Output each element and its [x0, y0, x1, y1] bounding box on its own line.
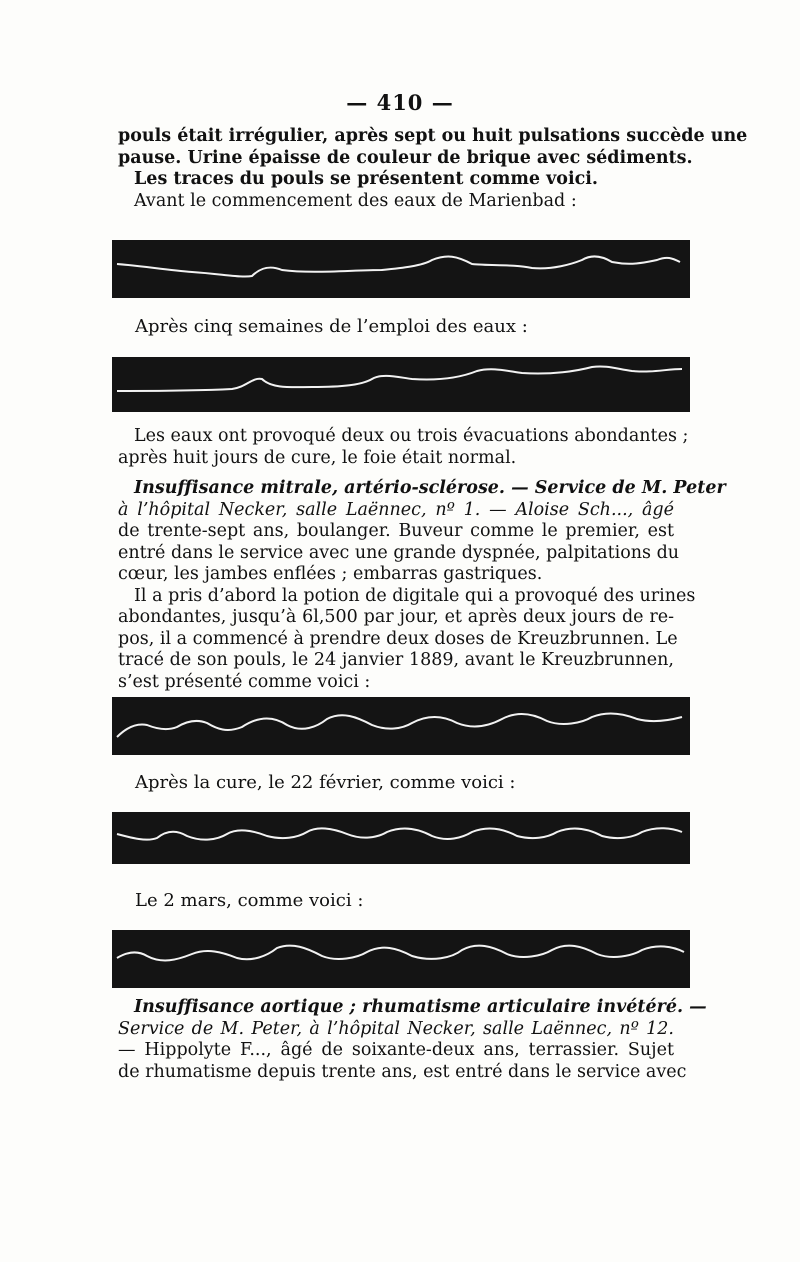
case-heading: Insuffisance mitrale, artério-sclérose. — Service de M. Peter [134, 478, 726, 498]
pulse-trace-5 [112, 930, 690, 988]
text-line: pos, il a commencé à prendre deux doses de Kreuzbrunnen. Le [118, 628, 678, 649]
text-line: Les traces du pouls se présentent comme voici. [134, 169, 599, 189]
text-line: — Hippolyte F..., âgé de soixante-deux ans, terrassier. Sujet [118, 1040, 674, 1060]
text-line: pouls était irrégulier, après sept ou huit pulsations succède une [118, 126, 748, 146]
pulse-trace-4 [112, 812, 690, 864]
text-line: après huit jours de cure, le foie était normal. [118, 447, 517, 468]
pulse-trace-2 [112, 357, 690, 412]
text-line: entré dans le service avec une grande dyspnée, palpitations du [118, 542, 680, 563]
pulse-trace-3 [112, 697, 690, 755]
paragraph-evacuations [118, 426, 689, 469]
caption-march-2: Le 2 mars, comme voici : [135, 890, 364, 911]
text-line: cœur, les jambes enflées ; embarras gastriques. [118, 564, 543, 584]
case-aortic-insufficiency [118, 997, 707, 1083]
text-line: Les eaux ont provoqué deux ou trois évacuations abondantes ; [134, 426, 689, 446]
text-line: Avant le commencement des eaux de Marienbad : [134, 190, 577, 211]
pulse-trace-1 [112, 240, 690, 298]
caption-after-five-weeks: Après cinq semaines de l’emploi des eaux : [135, 316, 528, 337]
text-line: de rhumatisme depuis trente ans, est entré dans le service avec [118, 1061, 687, 1082]
case-heading: Insuffisance aortique ; rhumatisme articulaire invétéré. — [134, 997, 707, 1017]
text-line: abondantes, jusqu’à 6l,500 par jour, et après deux jours de re- [118, 607, 674, 627]
paragraph-intro [118, 126, 748, 212]
page-number: — 410 — [346, 90, 454, 115]
text-line: pause. Urine épaisse de couleur de brique avec sédiments. [118, 147, 693, 168]
text-line: s’est présenté comme voici : [118, 671, 371, 692]
caption-after-cure: Après la cure, le 22 février, comme voici : [135, 772, 516, 793]
case-mitral-insufficiency [118, 478, 726, 693]
text-line: Il a pris d’abord la potion de digitale qui a provoqué des urines [134, 585, 696, 606]
text-line: tracé de son pouls, le 24 janvier 1889, avant le Kreuzbrunnen, [118, 650, 674, 670]
text-line: à l’hôpital Necker, salle Laënnec, nº 1. — Aloise Sch..., âgé [118, 499, 674, 520]
text-line: Service de M. Peter, à l’hôpital Necker, salle Laënnec, nº 12. [118, 1018, 674, 1039]
text-line: de trente-sept ans, boulanger. Buveur comme le premier, est [118, 521, 674, 541]
